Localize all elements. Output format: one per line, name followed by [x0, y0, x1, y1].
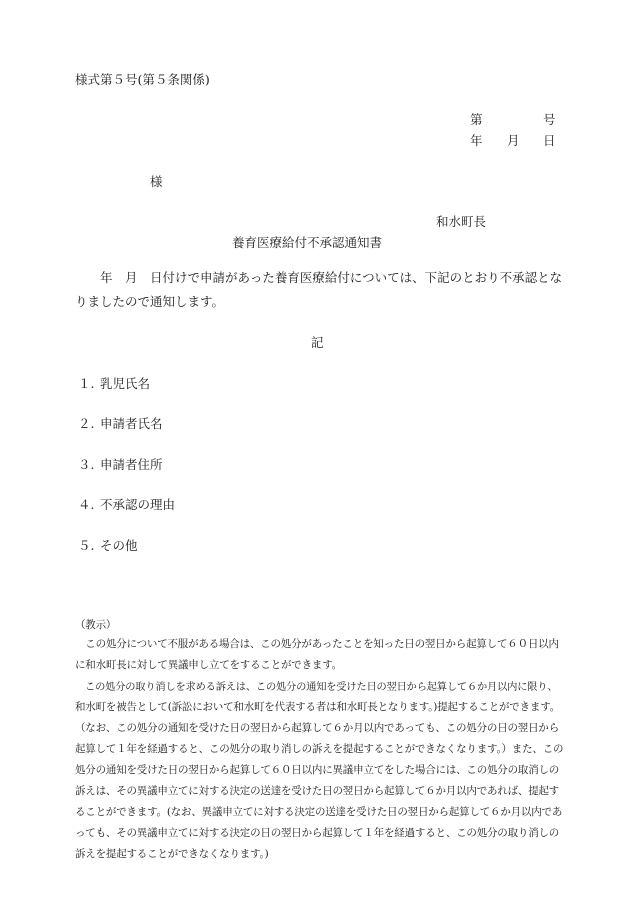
item-number: ２.	[78, 416, 95, 431]
notice-line: 訴えを提起することができなくなります。)	[75, 848, 269, 860]
item-number: ３.	[78, 457, 95, 472]
item-infant-name	[78, 374, 150, 392]
issuer: 和水町長	[436, 214, 487, 229]
notice-line: （なお、この処分の通知を受けた日の翌日から起算して６か月以内であっても、この処分の日の翌日から	[75, 722, 559, 734]
item-label: 不承認の理由	[100, 497, 176, 512]
document-title: 養育医療給付不承認通知書	[232, 235, 383, 250]
date-month: 月	[507, 133, 520, 148]
notice-line: 訴えは、その異議申立てに対する決定の送達を受けた日の翌日から起算して６か月以内であれば、提起す	[75, 785, 560, 797]
notice-line: 処分の通知を受けた日の翌日から起算して６０日以内に異議申立てをした場合には、この処分の取消しの	[75, 764, 560, 776]
date-day: 日	[543, 133, 556, 148]
body-line-1: 年 月 日付けで申請があった養育医療給付については、下記のとおり不承認とな	[75, 270, 563, 285]
notice-line: この処分について不服がある場合は、この処分があったことを知った日の翌日から起算して６０日以内	[75, 638, 559, 650]
notice-heading: （教示）	[75, 619, 117, 631]
item-label: 申請者住所	[100, 457, 163, 472]
item-rejection-reason	[78, 495, 175, 513]
body-line-2: りましたので通知します。	[75, 294, 225, 309]
item-number: １.	[78, 376, 95, 391]
item-applicant-name	[78, 414, 163, 432]
form-label: 様式第５号(第５条関係)	[75, 72, 210, 87]
notice-line: に和水町長に対して異議申し立てをすることができます。	[75, 659, 342, 671]
item-label: その他	[100, 538, 138, 553]
record-label: 記	[311, 335, 324, 350]
notice-line: っても、その異議申立てに対する決定の日の翌日から起算して１年を経過すると、この処分の取り消しの	[75, 827, 560, 839]
notice-line: この処分の取り消しを求める訴えは、この処分の通知を受けた日の翌日から起算して６か月以内に限り、	[75, 681, 558, 693]
notice-line: ることができます。(なお、異議申立てに対する決定の送達を受けた日の翌日から起算して６か月以内であ	[75, 806, 563, 818]
number-prefix: 第	[470, 112, 483, 127]
date-year: 年	[470, 133, 483, 148]
item-label: 申請者氏名	[100, 416, 163, 431]
notice-line: 起算して１年を経過すると、この処分の取り消しの訴えを提起することができなくなります。）また、この	[75, 743, 564, 755]
number-suffix: 号	[543, 112, 556, 127]
item-number: ４.	[78, 497, 95, 512]
item-other	[78, 536, 138, 554]
notice-line: 和水町を被告として(訴訟において和水町を代表する者は和水町長となります。)提起することができます。	[75, 701, 560, 713]
item-label: 乳児氏名	[100, 376, 151, 391]
addressee-suffix: 様	[150, 174, 163, 189]
item-applicant-address	[78, 455, 163, 473]
item-number: ５.	[78, 538, 95, 553]
